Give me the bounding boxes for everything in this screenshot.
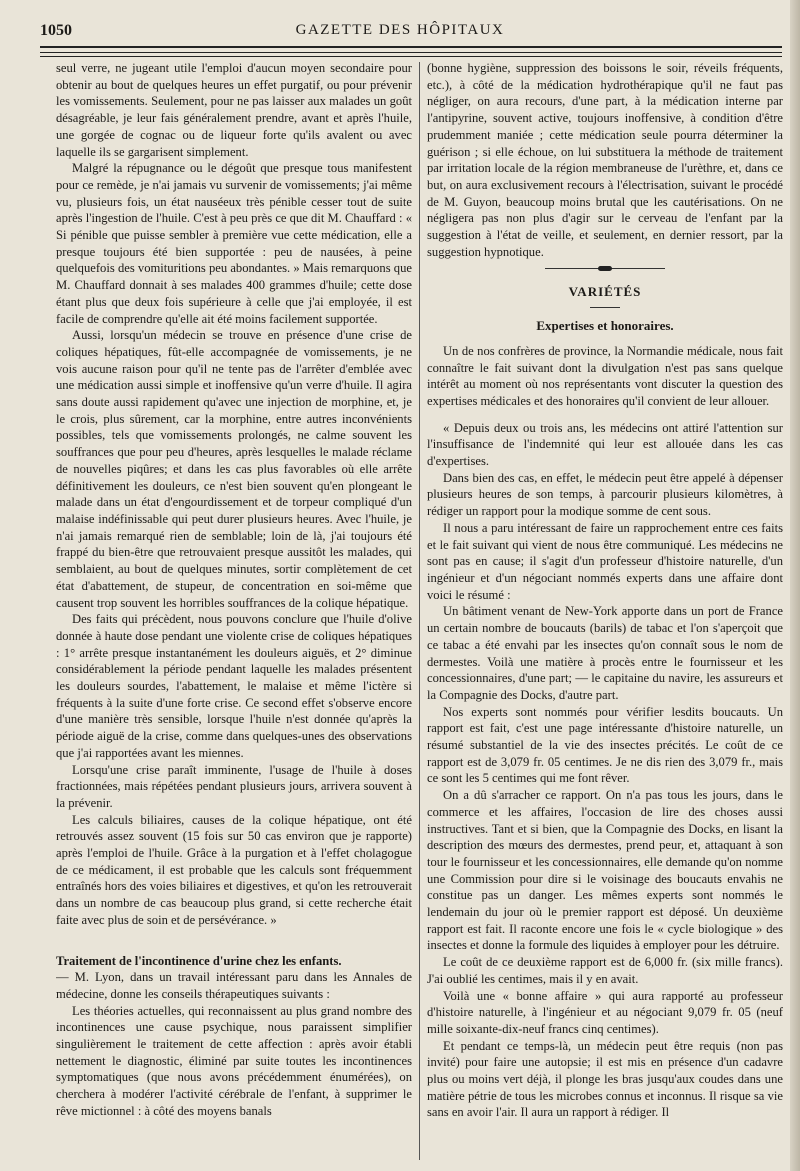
paragraph: Voilà une « bonne affaire » qui aura rapporté au professeur d'histoire naturelle, à l'ingénieur et au négociant 9,079 fr. 05 (neuf mille soixante-dix-neuf francs cinq centimes).	[427, 988, 783, 1036]
page-header	[40, 14, 760, 48]
paragraph: Lorsqu'une crise paraît imminente, l'usage de l'huile à doses fractionnées, mais répétées pendant plusieurs jours, arrivera souvent à la prévenir.	[56, 762, 412, 810]
paragraph: Aussi, lorsqu'un médecin se trouve en présence d'une crise de coliques hépatiques, fût-elle accompagnée de vomissements, je ne vois aucune raison pour qu'il ne tente pas de l'arrêter d'emblée avec une médication aussi simple et inoffensive qu'un verre d'huile. Il agira sans doute aussi rapidement qu'avec une injection de morphine, et, je le crois, plus sûrement, car la morphine, entre autres inconvénients possibles, tels que vomissements prolongés, ne calme souvent les souffrances que pour peu d'heures, après lesquelles le malade réclame de nouvelles piqûres; et dans les cas plus favorables où elle arrête définitivement les douleurs, ce n'est bien souvent qu'en plongeant le malade dans un état d'engourdissement et de torpeur compliqué d'un malaise indéfinissable qui peut durer plusieurs heures. Avec l'huile, je n'ai jamais remarqué rien de semblable; loin de là, j'ai toujours été frappé du bien-être que retrouvaient presque aussitôt les malades, qui semblaient, au bout de quelques minutes, sortir complètement de cet état d'abattement, de stupeur, de concentration en soi-même que causent trop souvent les horribles souffrances de la colique hépatique.	[56, 328, 412, 610]
paragraph: Un de nos confrères de province, la Normandie médicale, nous fait connaître le fait suivant dont la divulgation n'est pas sans quelque intérêt au moment où nos représentants vont discuter la question des expertises médicales et des honoraires qu'il convient de leur allouer.	[427, 343, 783, 408]
paragraph: Dans bien des cas, en effet, le médecin peut être appelé à dépenser plusieurs heures de son temps, à parcourir plusieurs kilomètres, à rédiger un rapport pour la modique somme de cent sous.	[427, 470, 783, 519]
paragraph: On a dû s'arracher ce rapport. On n'a pas tous les jours, dans le commerce et les affaires, l'occasion de lire des choses aussi instructives. Tant et si bien, que la Compagnie des Docks, en lisant la description des mœurs des dermestes, prend peur, et, attaquant à son tour le fournisseur et les concessionnaires, elle demande qu'on nomme une Commission pour dire si le voisinage des boucauts envahis ne constitue pas un danger. Les mêmes experts sont nommés le lendemain du jour où le premier rapport est déposé. Un deuxième rapport est fait. Il raconte encore une fois le « cycle biologique » des insectes et donne la formule des liquides à employer pour les détruire.	[427, 788, 783, 953]
paragraph: (bonne hygiène, suppression des boissons le soir, réveils fréquents, etc.), à côté de la médication hydrothérapique qu'il ne faut pas négliger, on aura recours, d'une part, à la médication interne par l'antipyrine, souvent active, toujours inoffensive, à condition d'être prudemment maniée ; cette médication seule pourra déterminer la guérison ; si elle échoue, on lui substituera la méthode de traitement par irritation locale de la région membraneuse de l'urèthre, et, dans ce but, on aura exclusivement recours à l'électrisation, suivant le procédé de M. Guyon, beaucoup moins brutal que les cautérisations. On ne négligera pas non plus d'agir sur le cerveau de l'enfant par la suggestion à l'état de veille, et seulement, en dernier ressort, par la suggestion hypnotique.	[427, 61, 783, 259]
page-edge	[790, 0, 800, 1171]
paragraph: Et pendant ce temps-là, un médecin peut être requis (non pas invité) pour faire une autopsie; il est mis en présence d'un cadavre plus ou moins vert déjà, il plonge les bras jusqu'aux coudes dans une matière pétrie de tous les microbes connus et inconnus. Il risque sa vie sans en avoir l'air. Il aura un rapport à rédiger. Il	[427, 1038, 783, 1120]
paragraph: Malgré la répugnance ou le dégoût que presque tous manifestent pour ce remède, je n'ai jamais vu survenir de vomissements; j'ai même vu, plusieurs fois, un état nauséeux très pénible cesser tout de suite après l'ingestion de l'huile. C'est à peu près ce que dit M. Chauffard : « Si pénible que puisse sembler à première vue cette médication, elle a presque toujours été bien supportée : peu de nausées, à peine quelquefois des vomituritions peu abondantes. » Mais remarquons que M. Chauffard donnait à ses malades 400 grammes d'huile; cette dose étant plus que deux fois supérieure à celle que j'ai employée, il est facile de comprendre qu'elle ait été moins facilement supportée.	[56, 161, 412, 326]
header-rule	[40, 46, 782, 48]
header-rule	[40, 52, 782, 53]
subsection-title: Expertises et honoraires.	[536, 318, 674, 334]
paragraph: Un bâtiment venant de New-York apporte dans un port de France un certain nombre de boucauts (barils) de tabac et l'on s'aperçoit que ce tabac a été envahi par les insectes qu'on connaît sous le nom de dermestes. Voilà une matière à procès entre le fournisseur et les concessionnaires, d'une part; — le capitaine du navire, les assureurs et la Compagnie des Docks, d'autre part.	[427, 604, 783, 702]
paragraph: seul verre, ne jugeant utile l'emploi d'aucun moyen secondaire pour obtenir au bout de quelques heures un effet purgatif, ou pour prévenir les vomissements. Seulement, pour ne pas laisser aux malades un goût désagréable, je leur fais généralement prendre, avant et après l'huile, une gorgée de cognac ou de liqueur forte qu'ils avalent ou avec laquelle ils se gargarisent simplement.	[56, 61, 412, 159]
header-rule	[40, 56, 782, 57]
left-column	[56, 60, 412, 1160]
page-number: 1050	[40, 22, 72, 39]
paragraph: Nos experts sont nommés pour vérifier lesdits boucauts. Un rapport est fait, c'est une page intéressante d'histoire naturelle, un résumé substantiel de la vie des insectes précités. Le coût de ce rapport est de 3,079 fr. 05 centimes. Je ne dis rien des 3,079 fr., mais ce sont les 5 centimes qui me font rêver.	[427, 704, 783, 786]
title-rule	[590, 307, 620, 308]
section-title: VARIÉTÉS	[568, 284, 642, 300]
right-column	[427, 60, 783, 1160]
paragraph: Le coût de ce deuxième rapport est de 6,000 fr. (six mille francs). J'ai oublié les centimes, mais il y en avait.	[427, 955, 783, 986]
paragraph: — M. Lyon, dans un travail intéressant paru dans les Annales de médecine, donne les conseils thérapeutiques suivants :	[56, 970, 412, 1001]
ornament-divider	[545, 266, 665, 272]
paragraph: Il nous a paru intéressant de faire un rapprochement entre ces faits et le fait suivant qui vient de nous être communiqué. Les médecins ne sont pas en cause; il s'agit d'un professeur d'histoire naturelle, d'un ingénieur et d'un négociant nommés experts dans une affaire dont voici le résumé :	[427, 520, 783, 602]
paragraph: Des faits qui précèdent, nous pouvons conclure que l'huile d'olive donnée à haute dose pendant une violente crise de coliques hépatiques : 1° arrête presque instantanément les douleurs aiguës, et 2° diminue considérablement la période pendant laquelle les malades présentent les douleurs sourdes, l'abattement, le malaise et même l'ictère si fréquents à la suite d'une forte crise. Ce second effet s'observe encore d'une manière très sensible, lorsque l'huile n'est donnée qu'après la période aiguë de la crise, comme dans quelques-unes des observations que j'ai rapportées avant les miennes.	[56, 612, 412, 760]
column-divider	[419, 62, 420, 1160]
section-heading: Traitement de l'incontinence d'urine chez les enfants.	[56, 953, 342, 968]
paragraph: « Depuis deux ou trois ans, les médecins ont attiré l'attention sur l'insuffisance de l'indemnité qui leur est allouée dans les cas d'expertises.	[427, 420, 783, 469]
paragraph: Les calculs biliaires, causes de la colique hépatique, ont été retrouvés assez souvent (15 fois sur 50 cas environ que je rapporte) après l'emploi de l'huile. Grâce à la purgation et à l'effet cholagogue de ce médicament, il est probable que les calculs sont fréquemment entraînés hors des voies biliaires et digestives, et qu'on les retrouverait dans un nombre de cas beaucoup plus grand, si cette recherche était faite avec plus de soin et de persévérance. »	[56, 812, 412, 927]
running-title: GAZETTE DES HÔPITAUX	[295, 22, 505, 38]
paragraph: Les théories actuelles, qui reconnaissent au plus grand nombre des incontinences une cause psychique, nous paraissent simplifier singulièrement le traitement de cette affection : après avoir établi nettement le diagnostic, éliminé par suite toutes les incontinences symptomatiques (que nous avons précédemment énumérées), on cherchera à modérer l'activité cérébrale de l'enfant, à supprimer le rêve mictionnel : à côté des moyens banals	[56, 1003, 412, 1118]
